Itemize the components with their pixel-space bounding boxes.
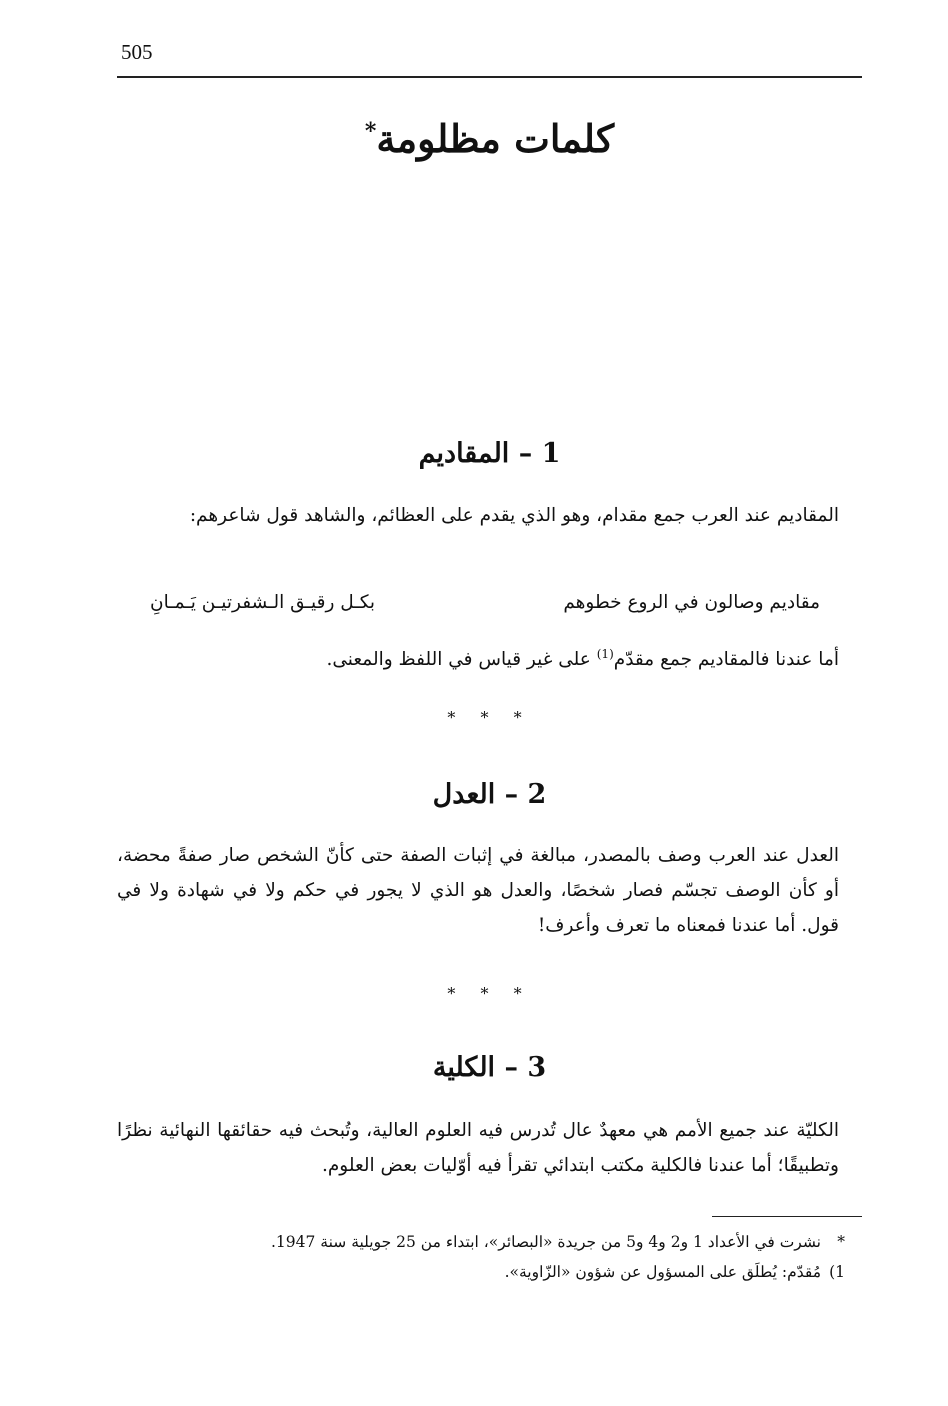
page-title [117, 116, 862, 161]
footnote-reference-1: (1) [596, 647, 614, 661]
section-heading-2: 2 – العدل [432, 779, 547, 810]
section-1-paragraph-2 [117, 637, 839, 677]
footnote-star-mark: * [837, 1233, 845, 1251]
title-footnote-mark: * [364, 118, 377, 145]
section-1-paragraph: المقاديم عند العرب جمع مقدام، وهو الذي يقدم على العظائم، والشاهد قول شاعرهم: [189, 505, 839, 526]
footnote-rule [712, 1216, 862, 1217]
section-heading-3: 3 – الكلية [432, 1052, 547, 1083]
section-2-paragraph: العدل عند العرب وصف بالمصدر، مبالغة في إثبات الصفة حتى كأنّ الشخص صار صفةً محضة، أو كأن الوصف تجسّم فصار شخصًا، والعدل هو الذي لا يجور في حكم ولا في شهادة ولا في قول. أما عندنا فمعناه ما تعرف وأعرف! [117, 845, 839, 936]
section-separator-2: * * * [447, 984, 532, 1003]
verse-first-hemistich: مقاديم وصالون في الروع خطوهم [563, 592, 820, 613]
verse-second-hemistich: بكـل رقيـق الـشفرتيـن يَـمـانِ [150, 592, 376, 613]
paragraph-2-end: على غير قياس في اللفظ والمعنى. [326, 649, 597, 671]
footnote-star-text: نشرت في الأعداد 1 و2 و4 و5 من جريدة «البصائر»، ابتداء من 25 جويلية سنة 1947. [270, 1233, 821, 1251]
poem-verse [150, 592, 820, 613]
footnote-1-text: مُقدّم: يُطلَق على المسؤول عن شؤون «الزّاوية». [504, 1263, 821, 1281]
page-title-text: كلمات مظلومة [376, 116, 615, 161]
paragraph-2-start: أما عندنا فالمقاديم جمع مقدّم [613, 649, 839, 671]
footnote-star [117, 1228, 845, 1256]
section-heading-1: 1 – المقاديم [418, 438, 561, 469]
header-rule [117, 76, 862, 78]
section-3-paragraph: الكليّة عند جميع الأمم هي معهدٌ عال تُدرس فيه العلوم العالية، وتُبحث فيه حقائقها النهائية نظرًا وتطبيقًا؛ أما عندنا فالكلية مكتب ابتدائي تقرأ فيه أوّليات بعض العلوم. [117, 1120, 839, 1176]
footnote-1 [117, 1258, 845, 1286]
page-number: 505 [121, 40, 153, 64]
section-separator-1: * * * [447, 708, 532, 727]
footnote-1-mark: 1) [829, 1263, 845, 1281]
